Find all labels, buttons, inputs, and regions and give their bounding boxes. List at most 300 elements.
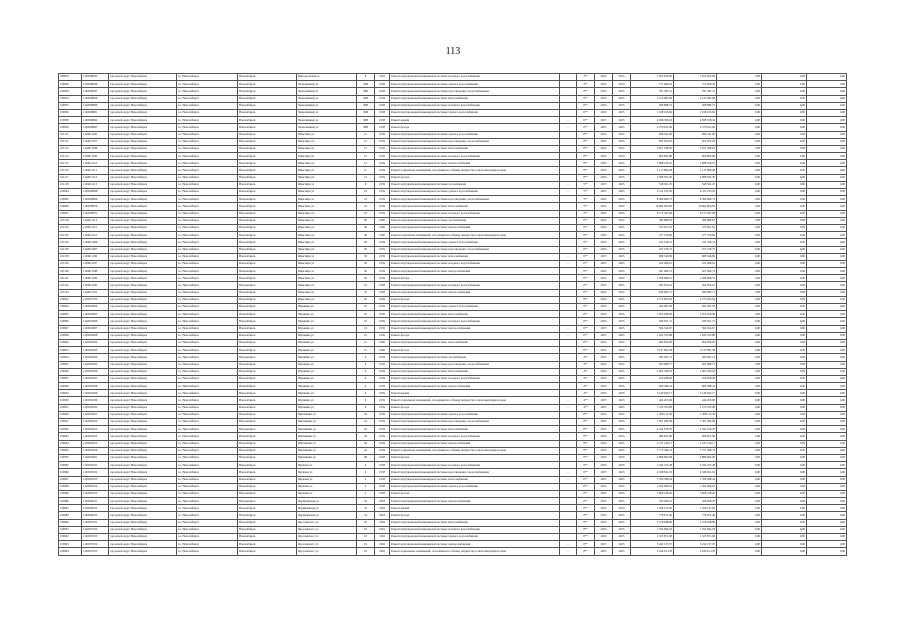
cell-year: 1959 [375, 239, 390, 246]
cell-plan-start: 2025 [595, 375, 613, 382]
page-number: 113 [445, 46, 461, 57]
cell-work-type: Ремонт внутридомовой инженерной системы горячего водоснабжения [390, 109, 560, 116]
cell-municipality: городской округ Новосибирск [109, 196, 177, 203]
cell-budget-2: 0,00 [762, 426, 807, 433]
cell-fund-cost: 689 546,89 [674, 253, 717, 260]
cell-dash: - [560, 268, 577, 275]
cell-total-cost: 669 368,41 [631, 383, 674, 390]
cell-row-id: 101139 [59, 260, 82, 267]
cell-municipality: городской округ Новосибирск [109, 210, 177, 217]
cell-budget-1: 0,00 [717, 167, 762, 174]
cell-city: Новосибирск [238, 318, 297, 325]
cell-budget-3: 0,00 [807, 498, 847, 505]
cell-plan-end: 2025 [613, 318, 631, 325]
cell-settlement: г.о. Новосибирск [177, 260, 238, 267]
cell-code: 6** [577, 260, 595, 267]
cell-budget-2: 0,00 [762, 419, 807, 426]
cell-year: 1958 [375, 282, 390, 289]
cell-object-code: 1149611108 [82, 145, 109, 152]
cell-code: 4** [577, 368, 595, 375]
cell-code: 6** [577, 253, 595, 260]
cell-plan-start: 2025 [595, 246, 613, 253]
cell-code: 6** [577, 95, 595, 102]
cell-row-id: 100967 [59, 476, 82, 483]
cell-fund-cost: 872 952,81 [674, 138, 717, 145]
cell-settlement: г.о. Новосибирск [177, 433, 238, 440]
table-row [59, 440, 847, 447]
table-row [59, 368, 847, 375]
cell-row-id: 101130 [59, 246, 82, 253]
cell-row-id: 101118 [59, 181, 82, 188]
table-row [59, 109, 847, 116]
cell-work-type: Ремонт крыши [390, 117, 560, 124]
cell-plan-start: 2025 [595, 117, 613, 124]
cell-total-cost: 257 270,72 [631, 246, 674, 253]
cell-dash: - [560, 167, 577, 174]
cell-total-cost: 1 117 869,28 [631, 167, 674, 174]
cell-budget-3: 0,00 [807, 433, 847, 440]
cell-year: 1956 [375, 454, 390, 461]
cell-house: 23 [357, 189, 375, 196]
cell-budget-3: 0,00 [807, 224, 847, 231]
cell-house: 23 [357, 203, 375, 210]
cell-budget-2: 0,00 [762, 138, 807, 145]
cell-plan-start: 2025 [595, 253, 613, 260]
cell-municipality: городской округ Новосибирск [109, 534, 177, 541]
cell-dash: - [560, 117, 577, 124]
cell-fund-cost: 778 671,46 [674, 512, 717, 519]
cell-budget-1: 0,00 [717, 81, 762, 88]
cell-row-id: 100959 [59, 124, 82, 131]
cell-year: 1959 [375, 138, 390, 145]
cell-city: Новосибирск [238, 109, 297, 116]
cell-object-code: 1149595103 [82, 476, 109, 483]
table-row [59, 196, 847, 203]
cell-street: Щетинкина ул [297, 411, 357, 418]
cell-city: Новосибирск [238, 541, 297, 548]
cell-object-code: 1149594101 [82, 411, 109, 418]
cell-budget-3: 0,00 [807, 153, 847, 160]
table-row [59, 102, 847, 109]
cell-municipality: городской округ Новосибирск [109, 347, 177, 354]
cell-year: 1960 [375, 217, 390, 224]
cell-total-cost: 1 198 195,69 [631, 109, 674, 116]
cell-municipality: городской округ Новосибирск [109, 296, 177, 303]
cell-street: Шекспира ул [297, 153, 357, 160]
cell-house: 36В [357, 109, 375, 116]
cell-municipality: городской округ Новосибирск [109, 160, 177, 167]
table-row [59, 483, 847, 490]
cell-budget-3: 0,00 [807, 88, 847, 95]
cell-budget-2: 0,00 [762, 81, 807, 88]
cell-object-code: 1149595101 [82, 462, 109, 469]
table-row [59, 131, 847, 138]
cell-dash: - [560, 440, 577, 447]
cell-street: Ярославского ул [297, 548, 357, 555]
cell-settlement: г.о. Новосибирск [177, 411, 238, 418]
cell-municipality: городской округ Новосибирск [109, 167, 177, 174]
cell-total-cost: 2 342 475,28 [631, 462, 674, 469]
cell-plan-end: 2025 [613, 454, 631, 461]
cell-house: 50 [357, 239, 375, 246]
cell-dash: - [560, 541, 577, 548]
cell-dash: - [560, 339, 577, 346]
cell-row-id: 100964 [59, 189, 82, 196]
cell-year: 1959 [375, 181, 390, 188]
cell-year: 1959 [375, 246, 390, 253]
cell-object-code: 1149598970 [82, 203, 109, 210]
cell-budget-3: 0,00 [807, 383, 847, 390]
cell-object-code: 1149592027 [82, 375, 109, 382]
cell-municipality: городской округ Новосибирск [109, 95, 177, 102]
cell-city: Новосибирск [238, 498, 297, 505]
cell-total-cost: 8 399 660,73 [631, 196, 674, 203]
cell-municipality: городской округ Новосибирск [109, 217, 177, 224]
cell-total-cost: 1 945 553,88 [631, 332, 674, 339]
table-row [59, 383, 847, 390]
cell-city: Новосибирск [238, 296, 297, 303]
cell-year: 1958 [375, 469, 390, 476]
cell-plan-end: 2025 [613, 383, 631, 390]
cell-plan-end: 2025 [613, 440, 631, 447]
cell-fund-cost: 373 651,81 [674, 224, 717, 231]
cell-plan-end: 2025 [613, 526, 631, 533]
cell-object-code: 1149595102 [82, 469, 109, 476]
cell-house: 54 [357, 512, 375, 519]
cell-dash: - [560, 483, 577, 490]
cell-fund-cost: 2 348 561,63 [674, 469, 717, 476]
cell-year: 1959 [375, 361, 390, 368]
cell-street: Шекспира ул [297, 282, 357, 289]
cell-object-code: 1149592031 [82, 404, 109, 411]
cell-plan-start: 2025 [595, 282, 613, 289]
cell-row-id: 100925 [59, 361, 82, 368]
cell-house: 12 [357, 145, 375, 152]
cell-budget-1: 0,00 [717, 131, 762, 138]
cell-settlement: г.о. Новосибирск [177, 138, 238, 145]
cell-fund-cost: 463 688,77 [674, 361, 717, 368]
cell-budget-1: 0,00 [717, 483, 762, 490]
cell-budget-3: 0,00 [807, 541, 847, 548]
cell-city: Новосибирск [238, 332, 297, 339]
cell-settlement: г.о. Новосибирск [177, 246, 238, 253]
cell-year: 1959 [375, 189, 390, 196]
cell-work-type: Ремонт подвальных помещений, относящихся к общему имуществу в многоквартирном доме [390, 548, 560, 555]
cell-plan-start: 2025 [595, 224, 613, 231]
cell-year: 1963 [375, 505, 390, 512]
cell-budget-1: 0,00 [717, 397, 762, 404]
cell-budget-1: 0,00 [717, 548, 762, 555]
cell-object-code: 1149592022 [82, 339, 109, 346]
cell-plan-end: 2025 [613, 332, 631, 339]
cell-settlement: г.о. Новосибирск [177, 325, 238, 332]
cell-budget-3: 0,00 [807, 404, 847, 411]
cell-budget-2: 0,00 [762, 275, 807, 282]
cell-code: 6** [577, 347, 595, 354]
cell-total-cost: 162 486,61 [631, 260, 674, 267]
table-row [59, 411, 847, 418]
cell-plan-end: 2025 [613, 145, 631, 152]
cell-settlement: г.о. Новосибирск [177, 95, 238, 102]
cell-plan-end: 2025 [613, 361, 631, 368]
cell-row-id: 100955 [59, 102, 82, 109]
cell-year: 1956 [375, 318, 390, 325]
cell-budget-3: 0,00 [807, 268, 847, 275]
cell-year: 1959 [375, 275, 390, 282]
table-row [59, 419, 847, 426]
cell-plan-start: 2025 [595, 332, 613, 339]
table-row [59, 181, 847, 188]
cell-municipality: городской округ Новосибирск [109, 304, 177, 311]
cell-year: 1960 [375, 232, 390, 239]
cell-object-code: 1149598937 [82, 88, 109, 95]
cell-row-id: 101143 [59, 289, 82, 296]
cell-settlement: г.о. Новосибирск [177, 383, 238, 390]
cell-house: 36В [357, 117, 375, 124]
cell-street: Шекспира ул [297, 203, 357, 210]
cell-city: Новосибирск [238, 167, 297, 174]
cell-budget-1: 0,00 [717, 282, 762, 289]
cell-city: Новосибирск [238, 368, 297, 375]
cell-municipality: городской округ Новосибирск [109, 541, 177, 548]
cell-code: 6** [577, 239, 595, 246]
cell-dash: - [560, 498, 577, 505]
cell-year: 1962 [375, 526, 390, 533]
cell-year: 1958 [375, 109, 390, 116]
cell-settlement: г.о. Новосибирск [177, 210, 238, 217]
cell-total-cost: 583 997,13 [631, 354, 674, 361]
cell-total-cost: 2 773 833,02 [631, 296, 674, 303]
cell-work-type: Ремонт внутридомовой инженерной системы теплоснабжения [390, 203, 560, 210]
cell-plan-start: 2025 [595, 296, 613, 303]
cell-plan-end: 2025 [613, 102, 631, 109]
cell-object-code: 1149592029 [82, 390, 109, 397]
cell-dash: - [560, 131, 577, 138]
cell-budget-1: 0,00 [717, 102, 762, 109]
cell-row-id: 101119 [59, 224, 82, 231]
cell-object-code: 1149596103 [82, 512, 109, 519]
cell-budget-2: 0,00 [762, 519, 807, 526]
cell-plan-end: 2025 [613, 311, 631, 318]
cell-total-cost: 771 600,42 [631, 81, 674, 88]
cell-budget-2: 0,00 [762, 239, 807, 246]
cell-street: Шекспира ул [297, 189, 357, 196]
cell-budget-3: 0,00 [807, 548, 847, 555]
table-row [59, 117, 847, 124]
cell-budget-2: 0,00 [762, 282, 807, 289]
cell-budget-3: 0,00 [807, 483, 847, 490]
cell-city: Новосибирск [238, 490, 297, 497]
cell-plan-start: 2025 [595, 174, 613, 181]
cell-budget-1: 0,00 [717, 239, 762, 246]
cell-settlement: г.о. Новосибирск [177, 498, 238, 505]
cell-street: Ипподромская ул [297, 74, 357, 81]
cell-fund-cost: 1 117 869,28 [674, 167, 717, 174]
cell-plan-start: 2025 [595, 512, 613, 519]
cell-street: Шукшина ул [297, 368, 357, 375]
table-row [59, 81, 847, 88]
cell-settlement: г.о. Новосибирск [177, 483, 238, 490]
cell-work-type: Ремонт подвальных помещений, относящихся к общему имуществу в многоквартирном доме [390, 397, 560, 404]
cell-total-cost: 567 964,73 [631, 268, 674, 275]
cell-code: 8** [577, 153, 595, 160]
cell-dash: - [560, 469, 577, 476]
cell-code: 6** [577, 311, 595, 318]
cell-dash: - [560, 174, 577, 181]
cell-house: 36В [357, 124, 375, 131]
table-row [59, 454, 847, 461]
cell-dash: - [560, 462, 577, 469]
cell-fund-cost: 548 561,25 [674, 181, 717, 188]
cell-year: 1956 [375, 311, 390, 318]
cell-work-type: Ремонт внутридомовой инженерной системы электроснабжения [390, 383, 560, 390]
cell-street: Шукшина ул [297, 375, 357, 382]
cell-budget-1: 0,00 [717, 275, 762, 282]
cell-work-type: Ремонт внутридомовой инженерной системы газоснабжения [390, 181, 560, 188]
cell-dash: - [560, 332, 577, 339]
cell-budget-1: 0,00 [717, 224, 762, 231]
cell-year: 1949 [375, 296, 390, 303]
cell-plan-end: 2025 [613, 160, 631, 167]
cell-fund-cost: 567 964,73 [674, 268, 717, 275]
cell-object-code: 1149592023 [82, 347, 109, 354]
cell-row-id: 100980 [59, 498, 82, 505]
cell-city: Новосибирск [238, 246, 297, 253]
cell-street: Шукшина ул [297, 311, 357, 318]
cell-city: Новосибирск [238, 411, 297, 418]
cell-city: Новосибирск [238, 339, 297, 346]
cell-settlement: г.о. Новосибирск [177, 512, 238, 519]
cell-municipality: городской округ Новосибирск [109, 124, 177, 131]
cell-budget-1: 0,00 [717, 253, 762, 260]
cell-total-cost: 594 324,67 [631, 325, 674, 332]
cell-street: Шукшина ул [297, 361, 357, 368]
cell-code: 6** [577, 469, 595, 476]
cell-work-type: Ремонт внутридомовой инженерной системы холодного водоснабжения [390, 318, 560, 325]
cell-settlement: г.о. Новосибирск [177, 447, 238, 454]
cell-city: Новосибирск [238, 124, 297, 131]
cell-house: 12 [357, 131, 375, 138]
cell-code: 8** [577, 138, 595, 145]
cell-house: 6 [357, 404, 375, 411]
cell-dash: - [560, 296, 577, 303]
cell-plan-end: 2025 [613, 447, 631, 454]
cell-municipality: городской округ Новосибирск [109, 411, 177, 418]
cell-plan-end: 2025 [613, 203, 631, 210]
cell-work-type: Ремонт внутридомовой инженерной системы водоотведения с водоснабжением [390, 138, 560, 145]
cell-city: Новосибирск [238, 160, 297, 167]
cell-dash: - [560, 95, 577, 102]
cell-row-id: 100930 [59, 397, 82, 404]
cell-budget-1: 0,00 [717, 196, 762, 203]
cell-settlement: г.о. Новосибирск [177, 296, 238, 303]
cell-year: 1959 [375, 368, 390, 375]
cell-fund-cost: 1 698 016,25 [674, 160, 717, 167]
cell-year: 1958 [375, 124, 390, 131]
cell-house: 12 [357, 174, 375, 181]
cell-settlement: г.о. Новосибирск [177, 88, 238, 95]
cell-budget-3: 0,00 [807, 239, 847, 246]
cell-budget-1: 0,00 [717, 426, 762, 433]
cell-street: Ядринцевская ул [297, 498, 357, 505]
cell-budget-1: 0,00 [717, 246, 762, 253]
cell-plan-end: 2025 [613, 167, 631, 174]
cell-budget-2: 0,00 [762, 311, 807, 318]
cell-municipality: городской округ Новосибирск [109, 239, 177, 246]
cell-plan-start: 2025 [595, 526, 613, 533]
cell-code: 8** [577, 167, 595, 174]
cell-fund-cost: 771 600,42 [674, 81, 717, 88]
cell-house: 6 [357, 375, 375, 382]
cell-row-id: 101112 [59, 138, 82, 145]
cell-object-code: 1149595104 [82, 483, 109, 490]
cell-row-id: 100926 [59, 368, 82, 375]
cell-plan-start: 2025 [595, 74, 613, 81]
cell-city: Новосибирск [238, 189, 297, 196]
cell-dash: - [560, 289, 577, 296]
cell-municipality: городской округ Новосибирск [109, 268, 177, 275]
cell-budget-3: 0,00 [807, 469, 847, 476]
cell-street: Шекспира ул [297, 217, 357, 224]
cell-year: 1959 [375, 375, 390, 382]
cell-fund-cost: 2 270 811,99 [674, 124, 717, 131]
cell-street: Шекспира ул [297, 145, 357, 152]
cell-row-id: 101114 [59, 153, 82, 160]
cell-dash: - [560, 534, 577, 541]
cell-year: 1958 [375, 289, 390, 296]
cell-city: Новосибирск [238, 454, 297, 461]
cell-work-type: Ремонт внутридомовой инженерной системы электроснабжения [390, 268, 560, 275]
cell-street: Шекспира ул [297, 131, 357, 138]
cell-municipality: городской округ Новосибирск [109, 548, 177, 555]
cell-budget-3: 0,00 [807, 260, 847, 267]
cell-house: 4 [357, 483, 375, 490]
cell-year: 1960 [375, 224, 390, 231]
cell-total-cost: 1 053 958,08 [631, 311, 674, 318]
cell-object-code: 1149611190 [82, 282, 109, 289]
cell-total-cost: 4 541 676,76 [631, 426, 674, 433]
cell-plan-end: 2025 [613, 117, 631, 124]
cell-city: Новосибирск [238, 311, 297, 318]
cell-dash: - [560, 375, 577, 382]
cell-object-code: 1149611186 [82, 253, 109, 260]
cell-plan-end: 2025 [613, 181, 631, 188]
cell-settlement: г.о. Новосибирск [177, 397, 238, 404]
cell-city: Новосибирск [238, 404, 297, 411]
cell-municipality: городской округ Новосибирск [109, 332, 177, 339]
cell-fund-cost: 8 175 597,68 [674, 210, 717, 217]
table-row [59, 512, 847, 519]
cell-house: 50 [357, 268, 375, 275]
cell-year: 1959 [375, 196, 390, 203]
cell-dash: - [560, 109, 577, 116]
cell-dash: - [560, 189, 577, 196]
cell-plan-start: 2025 [595, 88, 613, 95]
cell-fund-cost: 1 525 871,68 [674, 534, 717, 541]
cell-budget-2: 0,00 [762, 160, 807, 167]
cell-municipality: городской округ Новосибирск [109, 88, 177, 95]
cell-house: 36В [357, 88, 375, 95]
cell-budget-2: 0,00 [762, 167, 807, 174]
cell-fund-cost: 2 123 993,68 [674, 95, 717, 102]
cell-budget-1: 0,00 [717, 289, 762, 296]
cell-year: 1962 [375, 534, 390, 541]
cell-city: Новосибирск [238, 347, 297, 354]
cell-plan-end: 2025 [613, 519, 631, 526]
cell-object-code: 1149611112 [82, 174, 109, 181]
cell-row-id: 100905 [59, 311, 82, 318]
cell-city: Новосибирск [238, 476, 297, 483]
